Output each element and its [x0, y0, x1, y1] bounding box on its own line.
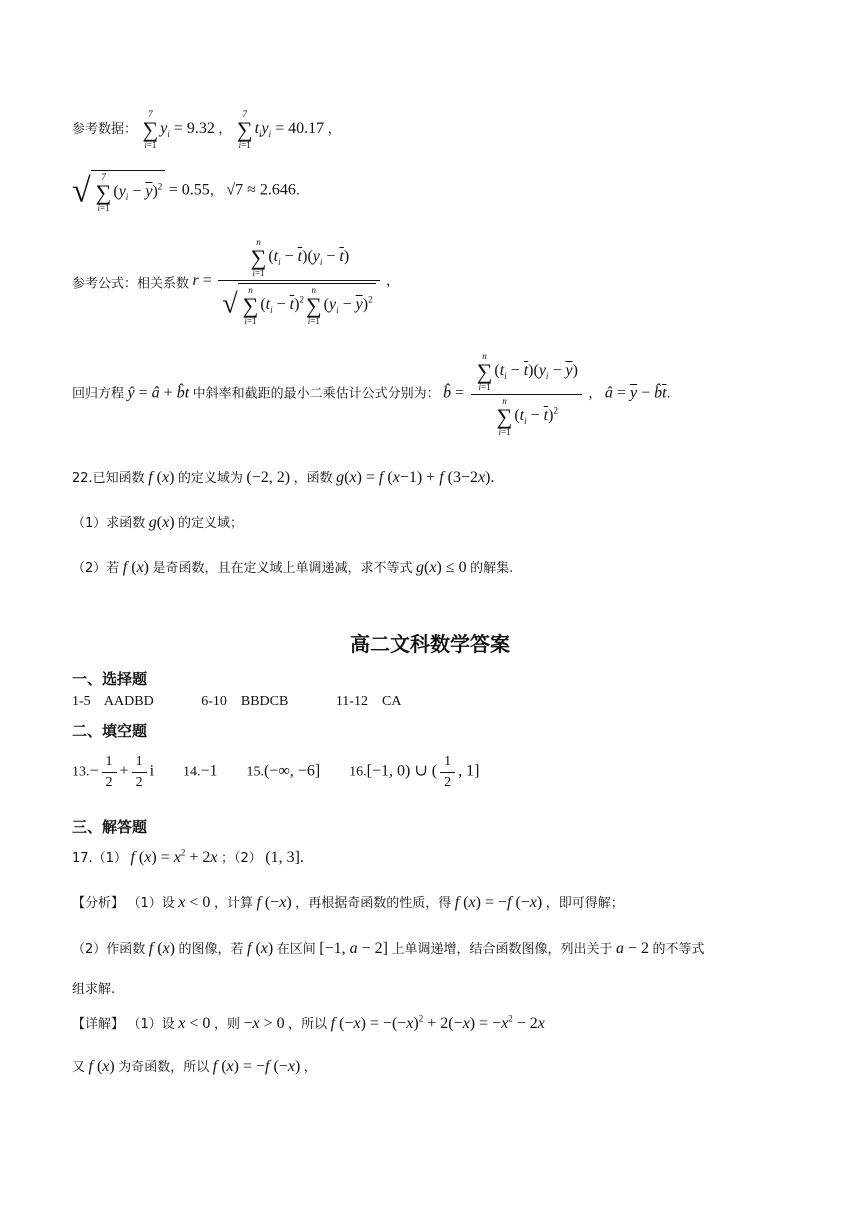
section-3-title: 三、解答题 [72, 818, 148, 836]
choice-range-2: 6-10 [201, 694, 227, 709]
ref-data-label: 参考数据： [72, 122, 138, 138]
q17-answer: 17.（1） f $(x) = x^2 + 2x$ ；（2） (1, 3]. [72, 847, 304, 866]
ref-formula: 参考公式：相关系数 r = n ∑ i=1 $(t_i - \overline{t})(y_i - \overline{t})$ √ n ∑ i=1 $(t_i - \overline{t})^2$ n ∑ i=1 $(y_i - \overline{y})^2$ ， [72, 237, 400, 326]
ref-data-line-1: 参考数据： 7 ∑ i=1 $y_i = 9.32$ ， 7 ∑ i=1 $t_iy_i = 40.17$ ， [72, 109, 341, 150]
answer-title: 高二文科数学答案 [350, 632, 510, 656]
choice-answers [72, 694, 401, 710]
q17-detail-1: 【详解】 （1）设 x < 0 ，则 −x > 0 ，所以 f $(-x) = -(-x)^2 + 2(-x) = -x^2 - 2x$ [72, 1013, 545, 1032]
q17-analysis-3: 组求解. [72, 982, 116, 997]
choice-answers-3: CA [381, 694, 402, 709]
question-22-part-2: （2）若 f (x) 是奇函数，且在定义域上单调递减，求不等式 g(x) ≤ 0 的解集. [72, 559, 514, 576]
choice-answers-2: BBDCB [240, 694, 289, 709]
q17-analysis-1: 【分析】 （1）设 x < 0 ，计算 f (−x) ，再根据奇函数的性质，得 f (x) = −f (−x) ，即可得解； [72, 894, 624, 911]
fill-answers: 13.− $\frac{1}{2}$ + $\frac{1}{2}$ i 14.−1 15.(−∞, −6] 16.[−1, 0) ∪ ( $\frac{1}{2}$ , 1] [72, 754, 480, 790]
q17-analysis-2: （2）作函数 f (x) 的图像，若 f (x) 在区间 [−1, a − 2] 上单调递增，结合函数图像，列出关于 a − 2 的不等式 [72, 940, 705, 957]
section-2-title: 二、填空题 [72, 722, 148, 740]
choice-range-1: 1-5 [72, 694, 91, 709]
choice-range-3: 11-12 [335, 694, 368, 709]
detail-tag: 【详解】 [72, 1017, 125, 1032]
question-22: 22.已知函数 f (x) 的定义域为 (−2, 2) ，函数 g(x) = f (x−1) + f (3−2x). [72, 469, 495, 486]
analysis-tag: 【分析】 [72, 896, 125, 911]
ref-data-line-2: √ 7 ∑ i=1 $(y_i - \overline{y})^2 = 0.55$， √7 ≈ 2.646. [72, 172, 301, 213]
ref-formula-label: 参考公式：相关系数 [72, 276, 190, 292]
choice-answers-1: AADBD [103, 694, 154, 709]
q17-detail-2: 又 f (x) 为奇函数，所以 f (x) = −f (−x) ， [72, 1058, 317, 1075]
regression-formula: 回归方程 ŷ = â + b̂t 中斜率和截距的最小二乘估计公式分别为： b̂ = n ∑ i=1 $(t_i - \overline{t})(y_i - \overline{y})$ n ∑ i=1 $(t_i - \overline{t})^2$ ， â = $\overline{y}$ − $b̂\overline{t}$. [72, 351, 671, 437]
question-22-part-1: （1）求函数 g(x) 的定义域； [72, 514, 244, 531]
section-1-title: 一、选择题 [72, 670, 148, 688]
